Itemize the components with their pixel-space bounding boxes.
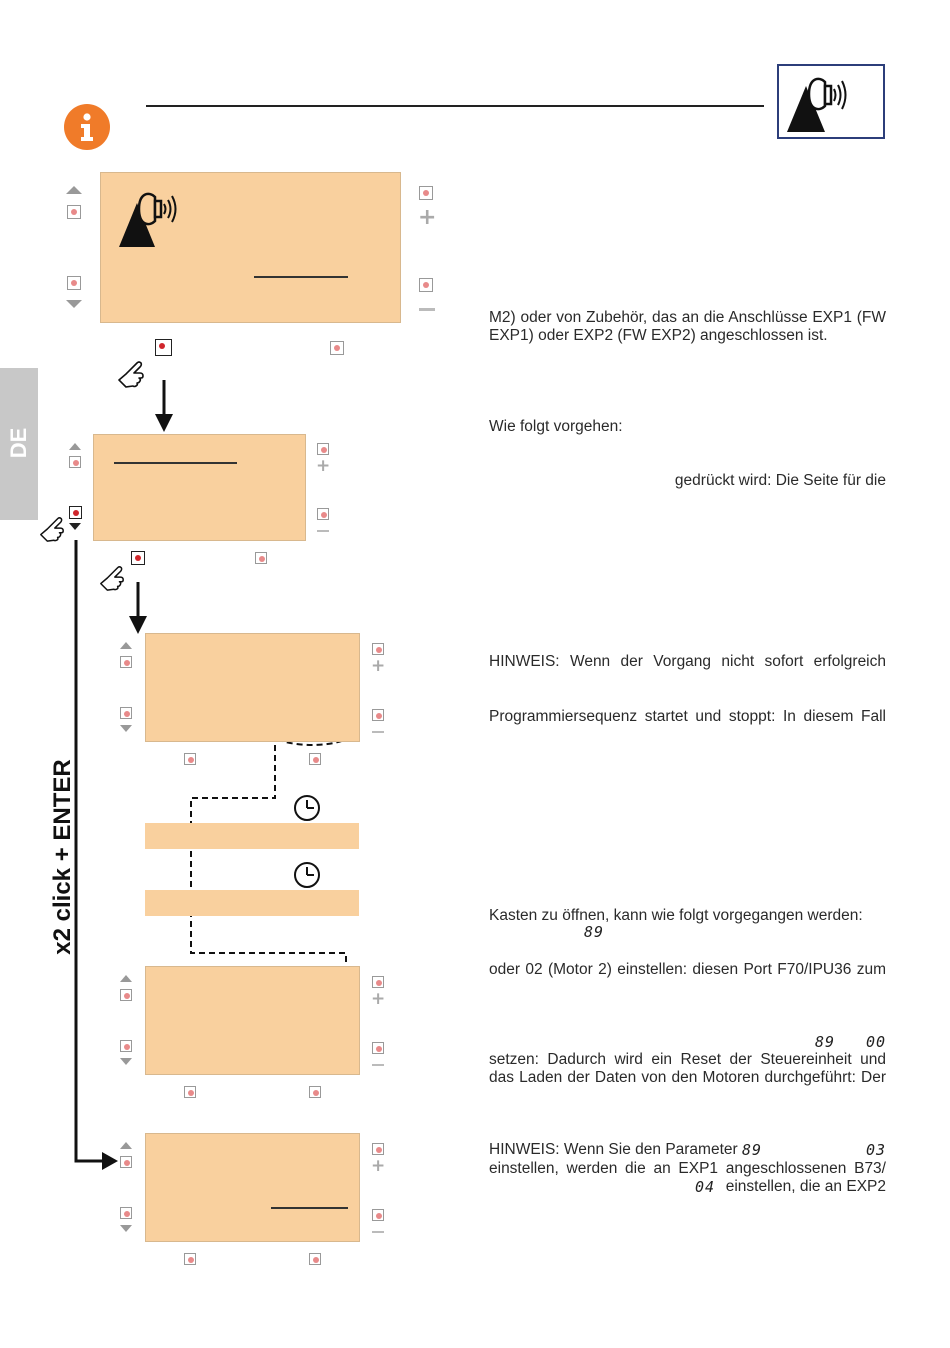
display-screen-3 bbox=[145, 633, 360, 742]
display-screen-1 bbox=[100, 172, 401, 323]
language-tab[interactable] bbox=[0, 368, 38, 520]
esc-button[interactable] bbox=[309, 1086, 321, 1098]
enter-button[interactable] bbox=[131, 551, 145, 565]
up-arrow-icon bbox=[69, 443, 81, 450]
paragraph-7: oder 02 (Motor 2) einstellen: diesen Port F70/IPU36 zum bbox=[489, 961, 886, 978]
paragraph-5: Programmiersequenz startet und stoppt: In diesem Fall bbox=[489, 708, 886, 725]
down-arrow-icon bbox=[120, 1225, 132, 1232]
down-button[interactable] bbox=[69, 506, 82, 519]
display-screen-4 bbox=[145, 966, 360, 1075]
plus-button[interactable] bbox=[372, 976, 384, 988]
text-underline bbox=[271, 1207, 348, 1209]
down-arrow-icon bbox=[66, 300, 82, 308]
down-button[interactable] bbox=[120, 1207, 132, 1219]
plus-icon: + bbox=[371, 1156, 386, 1176]
up-arrow-icon bbox=[120, 1142, 132, 1149]
up-button[interactable] bbox=[69, 456, 81, 468]
segment-code: 04 bbox=[695, 1178, 716, 1196]
header-icon-box bbox=[777, 64, 885, 139]
status-strip-1 bbox=[145, 823, 359, 849]
minus-button[interactable] bbox=[372, 1209, 384, 1221]
enter-button[interactable] bbox=[184, 1086, 196, 1098]
flow-label: x2 click + ENTER bbox=[49, 759, 76, 955]
text-underline bbox=[114, 462, 237, 464]
down-button[interactable] bbox=[67, 276, 81, 290]
segment-code: 00 bbox=[866, 1033, 887, 1051]
minus-button[interactable] bbox=[372, 1042, 384, 1054]
minus-button[interactable] bbox=[372, 709, 384, 721]
clock-icon bbox=[292, 793, 322, 823]
clock-icon bbox=[292, 860, 322, 890]
paragraph-9-line-3: einstellen, die an EXP2 bbox=[725, 1178, 886, 1195]
minus-icon bbox=[372, 1231, 384, 1233]
paragraph-9-line-1: HINWEIS: Wenn Sie den Parameter bbox=[489, 1141, 738, 1158]
paragraph-8-line-2: das Laden der Daten von den Motoren durchgeführt: Der bbox=[489, 1069, 886, 1086]
plus-button[interactable] bbox=[317, 443, 329, 455]
status-strip-2 bbox=[145, 890, 359, 916]
down-button[interactable] bbox=[120, 1040, 132, 1052]
up-button[interactable] bbox=[120, 1156, 132, 1168]
up-arrow-icon bbox=[120, 642, 132, 649]
up-button[interactable] bbox=[67, 205, 81, 219]
paragraph-3: gedrückt wird: Die Seite für die bbox=[674, 472, 886, 489]
paragraph-8-line-1: setzen: Dadurch wird ein Reset der Steuereinheit und bbox=[489, 1051, 886, 1068]
up-arrow-icon bbox=[120, 975, 132, 982]
esc-button[interactable] bbox=[309, 1253, 321, 1265]
enter-button[interactable] bbox=[155, 339, 172, 356]
plus-button[interactable] bbox=[419, 186, 433, 200]
segment-code: 89 bbox=[584, 923, 605, 941]
display-screen-5 bbox=[145, 1133, 360, 1242]
paragraph-6: Kasten zu öffnen, kann wie folgt vorgegangen werden: bbox=[489, 907, 863, 924]
header-rule bbox=[146, 105, 764, 107]
horn-signal-icon bbox=[117, 185, 187, 265]
up-arrow-icon bbox=[66, 186, 82, 194]
minus-button[interactable] bbox=[317, 508, 329, 520]
esc-button[interactable] bbox=[330, 341, 344, 355]
up-button[interactable] bbox=[120, 656, 132, 668]
down-arrow-icon bbox=[120, 725, 132, 732]
segment-code: 89 bbox=[742, 1141, 763, 1159]
minus-icon bbox=[372, 731, 384, 733]
minus-icon bbox=[317, 530, 329, 532]
minus-button[interactable] bbox=[419, 278, 433, 292]
plus-button[interactable] bbox=[372, 1143, 384, 1155]
up-button[interactable] bbox=[120, 989, 132, 1001]
plus-icon: + bbox=[418, 205, 437, 230]
paragraph-9-line-2: einstellen, werden die an EXP1 angeschlossenen B73/ bbox=[489, 1160, 886, 1177]
info-icon bbox=[64, 104, 110, 150]
paragraph-2: Wie folgt vorgehen: bbox=[489, 418, 623, 435]
plus-button[interactable] bbox=[372, 643, 384, 655]
plus-icon: + bbox=[371, 656, 386, 676]
pointing-hand-icon bbox=[98, 563, 126, 593]
esc-button[interactable] bbox=[255, 552, 267, 564]
plus-icon: + bbox=[371, 989, 386, 1009]
down-button[interactable] bbox=[120, 707, 132, 719]
down-arrow-icon bbox=[69, 523, 81, 530]
segment-code: 03 bbox=[866, 1141, 887, 1159]
esc-button[interactable] bbox=[309, 753, 321, 765]
plus-icon: + bbox=[316, 456, 331, 476]
paragraph-4: HINWEIS: Wenn der Vorgang nicht sofort erfolgreich bbox=[489, 653, 886, 670]
enter-button[interactable] bbox=[184, 753, 196, 765]
minus-icon bbox=[372, 1064, 384, 1066]
pointing-hand-icon bbox=[116, 358, 146, 390]
paragraph-1: M2) oder von Zubehör, das an die Anschlüsse EXP1 (FW EXP1) oder EXP2 (FW EXP2) angeschlossen ist. bbox=[489, 309, 886, 344]
language-tab-label: DE bbox=[6, 427, 31, 459]
text-underline bbox=[254, 276, 348, 278]
display-screen-2 bbox=[93, 434, 306, 541]
enter-button[interactable] bbox=[184, 1253, 196, 1265]
segment-code: 89 bbox=[815, 1033, 836, 1051]
down-arrow-icon bbox=[120, 1058, 132, 1065]
pointing-hand-icon bbox=[38, 514, 66, 544]
horn-signal-icon bbox=[779, 66, 883, 137]
minus-icon bbox=[419, 308, 435, 311]
